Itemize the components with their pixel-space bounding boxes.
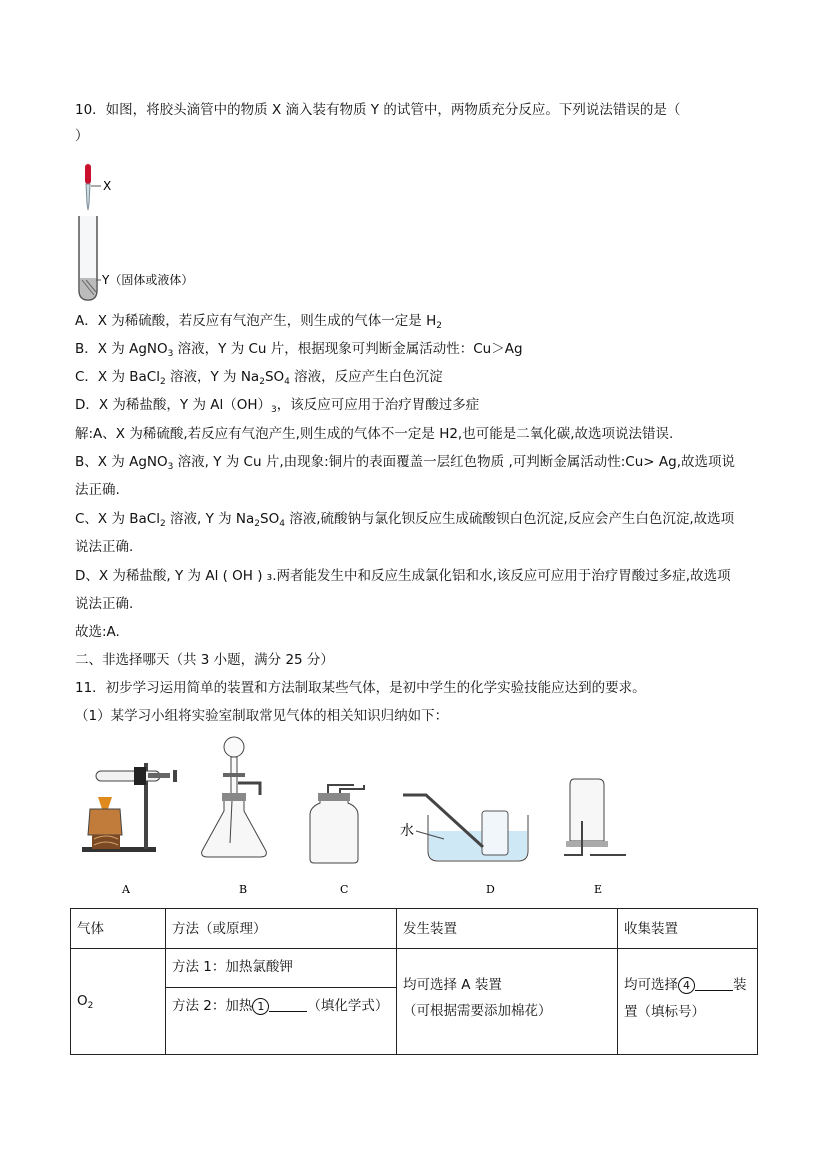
cell-collector	[618, 949, 758, 1055]
table-header-method: 方法（或原理）	[166, 909, 397, 949]
q10-option-a: A．X 为稀硫酸，若反应有气泡产生，则生成的气体一定是 $H_2$	[75, 313, 442, 331]
dropper-tip	[86, 184, 90, 210]
table-header-generator: 发生装置	[397, 909, 618, 949]
label-water: 水	[400, 823, 414, 839]
solution-answer: 故选:A.	[75, 624, 120, 640]
collector-line1: 均可选择 4 装	[624, 977, 747, 993]
solution-b-line2: 法正确.	[75, 482, 120, 498]
cell-methods	[166, 949, 397, 1055]
section-2-heading: 二、非选择哪天（共 3 小题，满分 25 分）	[75, 652, 334, 668]
apparatus-figure	[78, 735, 638, 900]
q11-stem: 11．初步学习运用简单的装置和方法制取某些气体，是初中学生的化学实验技能应达到的要求。	[75, 680, 646, 696]
q10-option-d: D．X 为稀盐酸，Y 为 $Al(OH)_3$，该反应可应用于治疗胃酸过多症	[75, 397, 480, 415]
q10-option-b: B．X 为 AgNO$_3$ 溶液，Y 为 Cu 片，根据现象可判断金属活动性：Cu＞Ag	[75, 341, 523, 359]
q10-stem-end: ）	[75, 128, 89, 144]
cell-generator	[397, 949, 618, 1055]
q10-option-c: C．X 为 BaCl$_2$ 溶液，Y 为 $Na_2SO_4$ 溶液，反应产生白色沉淀	[75, 369, 443, 387]
apparatus-b	[202, 737, 267, 896]
solution-b-line1: B、X 为 AgNO$_3$ 溶液, Y 为 Cu 片,由现象:铜片的表面覆盖一层红色物质 ,可判断金属活动性:Cu> Ag,故选项说	[75, 454, 735, 472]
solution-a: 解:A、X 为稀硫酸,若反应有气泡产生,则生成的气体不一定是 H2,也可能是二氧化碳,故选项说法错误.	[75, 426, 674, 442]
cell-gas-o2: $O_2$	[71, 949, 166, 1055]
label-c: C	[340, 883, 349, 896]
apparatus-c	[310, 785, 364, 896]
generator-line2: （可根据需要添加棉花）	[403, 1003, 552, 1019]
method-2-blank[interactable]	[269, 997, 307, 1012]
q10-stem: 10．如图，将胶头滴管中的物质 X 滴入装有物质 Y 的试管中，两物质充分反应。下列说法错误的是（	[75, 102, 681, 118]
label-y: Y（固体或液体）	[102, 273, 194, 287]
table-header-gas: 气体	[71, 909, 166, 949]
gas-preparation-table	[70, 908, 758, 1055]
dropper-test-tube-figure	[70, 160, 210, 305]
label-d: D	[486, 883, 495, 896]
apparatus-d	[400, 795, 528, 896]
generator-line1: 均可选择 A 装置	[403, 977, 502, 993]
label-e: E	[594, 883, 603, 896]
collector-blank[interactable]	[695, 976, 733, 991]
apparatus-a	[82, 763, 177, 896]
collector-line2: 置（填标号）	[624, 1004, 705, 1020]
label-x: X	[103, 179, 112, 193]
apparatus-e	[564, 779, 626, 896]
solution-c-line2: 说法正确.	[75, 539, 134, 555]
label-b: B	[239, 883, 248, 896]
method-1: 方法 1：加热氯酸钾	[166, 949, 396, 988]
table-header-row	[71, 909, 758, 949]
label-a: A	[122, 883, 130, 896]
table-row	[71, 949, 758, 1055]
method-2: 方法 2：加热 1 （填化学式）	[172, 998, 389, 1014]
q11-sub1: （1）某学习小组将实验室制取常见气体的相关知识归纳如下：	[75, 708, 449, 724]
solution-d-line1: D、X 为稀盐酸, Y 为 Al ( OH ) ₃.两者能发生中和反应生成氯化铝和水,该反应可应用于治疗胃酸过多症,故选项	[75, 568, 731, 584]
solution-c-line1: C、X 为 BaCl$_2$ 溶液, Y 为 $Na_2SO_4$ 溶液,硫酸钠与氯化钡反应生成硫酸钡白色沉淀,反应会产生白色沉淀,故选项	[75, 511, 735, 529]
solution-d-line2: 说法正确.	[75, 596, 134, 612]
dropper-bulb	[85, 164, 91, 184]
table-header-collector: 收集装置	[618, 909, 758, 949]
